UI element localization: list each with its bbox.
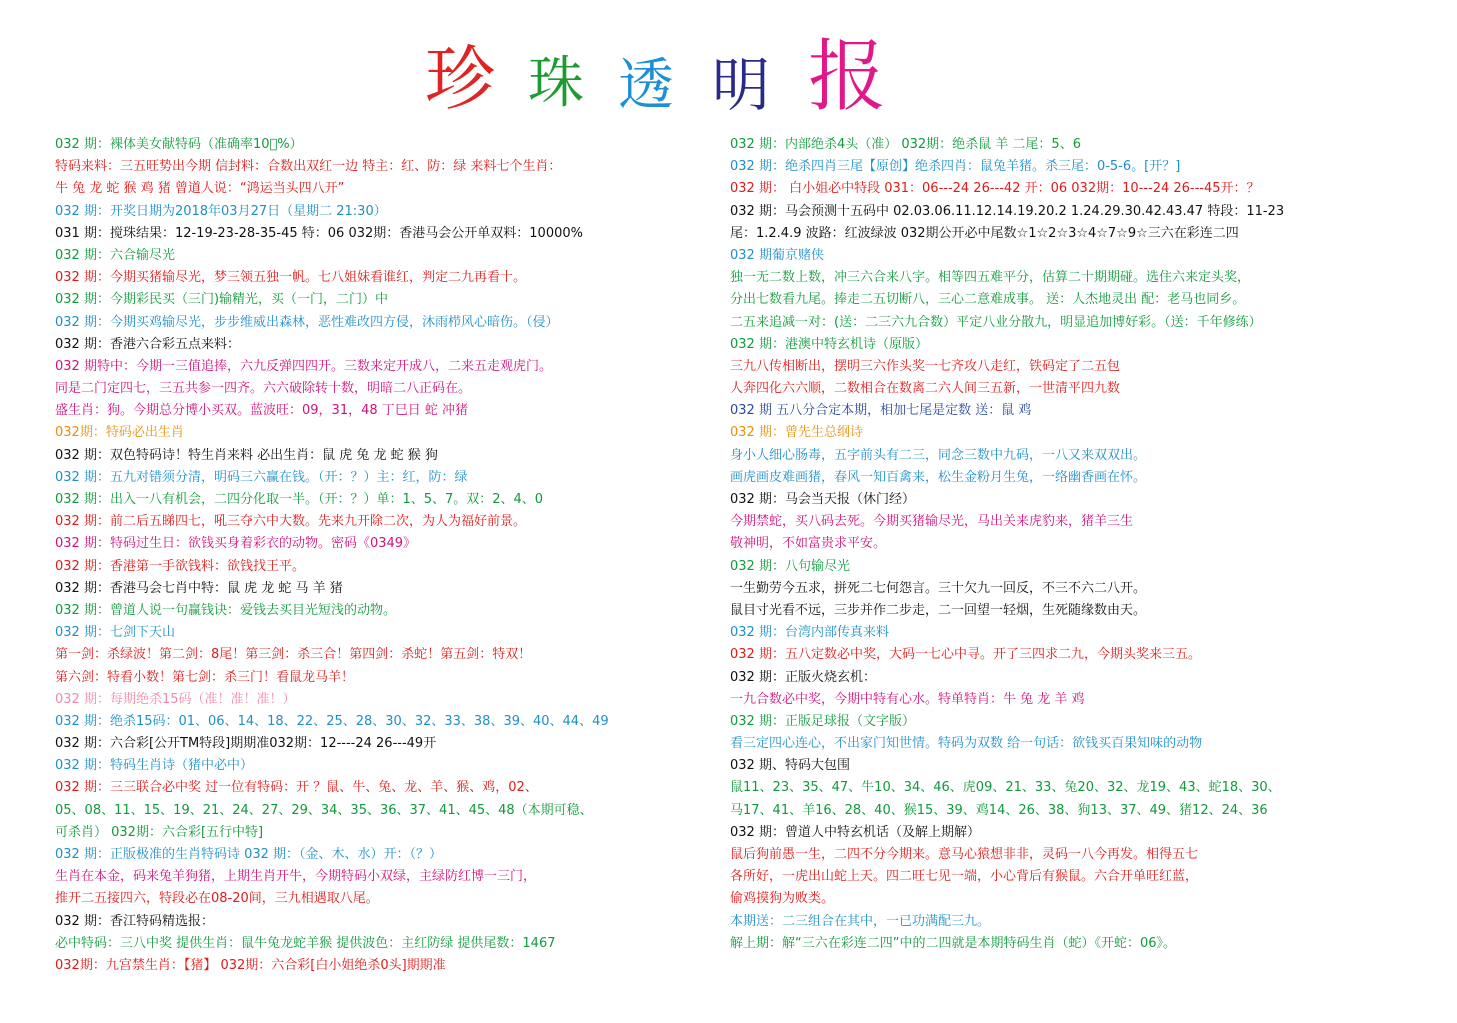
text-line: 032 期：六合输尽光 <box>55 247 175 263</box>
text-line: 特码来料：三五旺势出今期 信封料：合数出双红一边 特主：红、防：绿 来料七个生肖： <box>55 159 562 175</box>
text-line: 032 期：特码过生日：欲钱买身着彩衣的动物。密码《0349》 <box>55 536 417 552</box>
text-line: 同是二门定四七，三五共参一四齐。六六破除转十数，明暗二八正码在。 <box>55 381 472 397</box>
text-line: 032 期：双色特码诗！特生肖来料 必出生肖：鼠 虎 兔 龙 蛇 猴 狗 <box>55 447 438 463</box>
text-line: 032 期：七剑下天山 <box>55 625 175 641</box>
text-line: 032 期：马会预测十五码中 02.03.06.11.12.14.19.20.2 1.24.29.30.42.43.47 特段：11-23 <box>730 203 1285 219</box>
text-line: 032 期：特码生肖诗（猪中必中） <box>55 758 253 774</box>
text-line: 独一无二数上数，冲三六合来八字。相等四五难平分，估算二十期期碰。选住六来定头奖， <box>730 270 1251 286</box>
text-line: 032 期：裸体美女献特码（准确率10 %） <box>55 137 303 152</box>
text-line: 032 期：绝杀15码：01、06、14、18、22、25、28、30、32、33、38、39、40、44、49 <box>55 713 609 729</box>
text-line: 032 期：五八定数必中奖，大码一七心中寻。开了三四求二九，今期头奖来三五。 <box>730 647 1201 663</box>
text-line: 鼠后狗前愚一生，二四不分今期来。意马心猿想非非，灵码一八今再发。相得五七 <box>730 847 1199 862</box>
text-line: 推开二五接四六，特段必在08-20间，三九相遇取八尾。 <box>55 891 379 907</box>
text-line: 032 期、特码大包围 <box>730 758 850 774</box>
text-line: 032 期 五八分合定本期，相加七尾是定数 送：鼠 鸡 <box>730 403 1032 419</box>
text-line: 牛 兔 龙 蛇 猴 鸡 猪 曾道人说：“鸿运当头四八开” <box>55 181 345 197</box>
text-line: 各所好，一虎出山蛇上天。四二旺七见一端，小心背后有猴鼠。六合开单旺红蓝， <box>730 869 1199 885</box>
text-line: 生肖在本金，码来兔羊狗猪，上期生肖开牛，今期特码小双绿，主绿防红博一三门， <box>55 869 537 885</box>
text-line: 032 期：曾先生总纲诗 <box>730 425 863 441</box>
text-line: 敬神明，不如富贵求平安。 <box>730 536 887 552</box>
text-line: 032 期：曾道人中特玄机话（及解上期解） <box>730 824 980 840</box>
right-column <box>730 134 1430 955</box>
text-line: 032 期：五九对错须分清，明码三六赢在钱。（开：？）主：红，防：绿 <box>55 469 468 485</box>
text-line: 三九八传相断出，摆明三六作头奖一七齐攻八走红，铁码定了二五包 <box>730 358 1121 374</box>
text-line: 一生勤劳今五求，拼死二七何怨言。三十欠九一回反，不三不六二八开。 <box>730 580 1147 596</box>
text-line: 032 期：内部绝杀4头（准） 032期：绝杀鼠 羊 二尾：5、6 <box>730 137 1081 152</box>
text-line: 必中特码：三八中奖 提供生肖：鼠牛兔龙蛇羊猴 提供波色：主红防绿 提供尾数：1467 <box>55 935 556 951</box>
text-line: 032 期：三三联合必中奖 过一位有特码：开 ？鼠、牛、兔、龙、羊、猴、鸡，02、 <box>55 780 538 796</box>
text-line: 分出七数看九尾。捧走二五切断八，三心二意难成事。 送：人杰地灵出 配：老马也同乡。 <box>730 292 1246 308</box>
text-line: 032 期：香港第一手欲钱料：欲钱找王平。 <box>55 558 305 574</box>
text-line: 人奔四化六六顺，二数相合在数离二六人间三五新，一世清平四九数 <box>730 381 1121 397</box>
text-line: 032 期：六合彩[公开TM特段]期期准032期：12----24 26---49开 <box>55 736 437 752</box>
text-line: 032 期葡京赌侠 <box>730 247 824 263</box>
text-line: 032 期：今期买猪输尽光，梦三领五独一帆。七八姐妹看谁红，判定二九再看十。 <box>55 270 526 286</box>
title-char: 珍 <box>425 38 495 120</box>
text-line: 032 期特中：今期一三值追捧，六九反弹四四开。三数来定开成八，二来五走观虎门。 <box>55 358 552 374</box>
text-line: 032 期： 白小姐必中特段 031：06---24 26---42 开：06 032期：10---24 26---45开：？ <box>730 181 1260 197</box>
text-line: 第六剑：特看小数！第七剑：杀三门！看鼠龙马羊！ <box>55 669 355 685</box>
text-line: 032 期：八句输尽光 <box>730 558 850 574</box>
text-line: 032 期：马会当天报（休门经） <box>730 492 915 507</box>
text-line: 032 期：前二后五睇四七，吼三夺六中大数。先来九开除二次，为人为福好前景。 <box>55 514 526 530</box>
page-title <box>0 32 1457 122</box>
text-line: 尾：1.2.4.9 波路：红波绿波 032期公开必中尾数☆1☆2☆3☆4☆7☆9☆三六在彩连二四 <box>730 225 1239 241</box>
text-line: 032 期：香港六合彩五点来料： <box>55 336 240 352</box>
title-char: 透 <box>618 53 674 118</box>
text-line: 032 期：绝杀四肖三尾【原创】绝杀四肖：鼠兔羊猪。杀三尾：0-5-6。[开？] <box>730 159 1181 175</box>
text-line: 二五来追减一对：(送：二三六九合数）平定八业分散九，明显追加博好彩。（送：千年修练） <box>730 314 1262 330</box>
text-line: 盛生肖：狗。今期总分博小买双。蓝波旺：09，31，48 丁巳日 蛇 冲猪 <box>55 403 469 419</box>
title-char: 明 <box>712 51 771 119</box>
text-line: 鼠目寸光看不远，三步并作二步走，二一回望一轻烟，生死随缘数由天。 <box>730 602 1147 618</box>
text-line: 马17、41、羊16、28、40、猴15、39、鸡14、26、38、狗13、37、49、猪12、24、36 <box>730 802 1268 818</box>
text-line: 画虎画皮难画猪，春风一知百禽来，松生金粉月生兔，一络幽香画在怀。 <box>730 469 1147 485</box>
text-line: 032 期：正版极准的生肖特码诗 032 期：（金、木、水）开：（？） <box>55 847 443 862</box>
text-line: 032 期：出入一八有机会，二四分化取一半。（开：？）单：1、5、7。双：2、4、0 <box>55 492 544 507</box>
text-line: 032 期：正版火烧玄机： <box>730 669 876 685</box>
text-line: 身小人细心肠毒，五字前头有二三，同念三数中九码，一八又来双双出。 <box>730 447 1147 463</box>
text-line: 解上期：解“三六在彩连二四”中的二四就是本期特码生肖（蛇）《开蛇：06》。 <box>730 935 1177 951</box>
text-line: 本期送：二三组合在其中，一已功满配三九。 <box>730 913 991 929</box>
text-line: 032期：九宫禁生肖：【猪】 032期：六合彩[白小姐绝杀0头]期期准 <box>55 957 446 973</box>
text-line: 032 期：今期买鸡输尽光，步步维威出森林，恶性难改四方侵，沐雨栉风心暗伤。（侵） <box>55 314 559 330</box>
text-line: 032 期：曾道人说一句赢钱诀：爱钱去买目光短浅的动物。 <box>55 602 396 618</box>
text-line: 看三定四心连心，不出家门知世情。特码为双数 给一句话：欲钱买百果知味的动物 <box>730 736 1203 752</box>
text-line: 032 期：台湾内部传真来料 <box>730 625 889 641</box>
text-line: 鼠11、23、35、47、牛10、34、46、虎09、21、33、兔20、32、龙19、43、蛇18、30、 <box>730 780 1281 796</box>
text-line: 偷鸡摸狗为败类。 <box>730 891 835 907</box>
text-line: 05、08、11、15、19、21、24、27、29、34、35、36、37、41、45、48（本期可稳、 <box>55 802 593 818</box>
left-column <box>55 134 705 977</box>
text-line: 032 期：香江特码精选报： <box>55 913 214 929</box>
text-line: 032 期：今期彩民买（三门)输精光，买（一门，二门）中 <box>55 292 389 308</box>
text-line: 032 期：正版足球报（文字版） <box>730 713 915 729</box>
text-line: 032 期：香港马会七肖中特：鼠 虎 龙 蛇 马 羊 猪 <box>55 580 343 596</box>
text-line: 032期：特码必出生肖 <box>55 425 184 441</box>
text-line: 可杀肖） 032期：六合彩[五行中特] <box>55 824 264 840</box>
text-line: 一九合数必中奖，今期中特有心水。特单特肖：牛 兔 龙 羊 鸡 <box>730 691 1085 707</box>
text-line: 032 期：开奖日期为2018年03月27日（星期二 21:30） <box>55 203 387 219</box>
text-line: 第一剑：杀绿波！第二剑：8尾！第三剑：杀三合！第四剑：杀蛇！第五剑：特双！ <box>55 647 532 663</box>
text-line: 031 期：搅珠结果：12-19-23-28-35-45 特：06 032期：香港马会公开单双料：10000% <box>55 225 583 241</box>
text-line: 032 期：每期绝杀15码（准！准！准！） <box>55 691 296 707</box>
text-line: 今期禁蛇，买八码去死。今期买猪输尽光，马出关来虎豹来，猪羊三生 <box>730 514 1134 530</box>
title-char: 报 <box>808 32 887 122</box>
text-line: 032 期：港澳中特玄机诗（原版） <box>730 336 928 352</box>
title-char: 珠 <box>528 51 584 116</box>
